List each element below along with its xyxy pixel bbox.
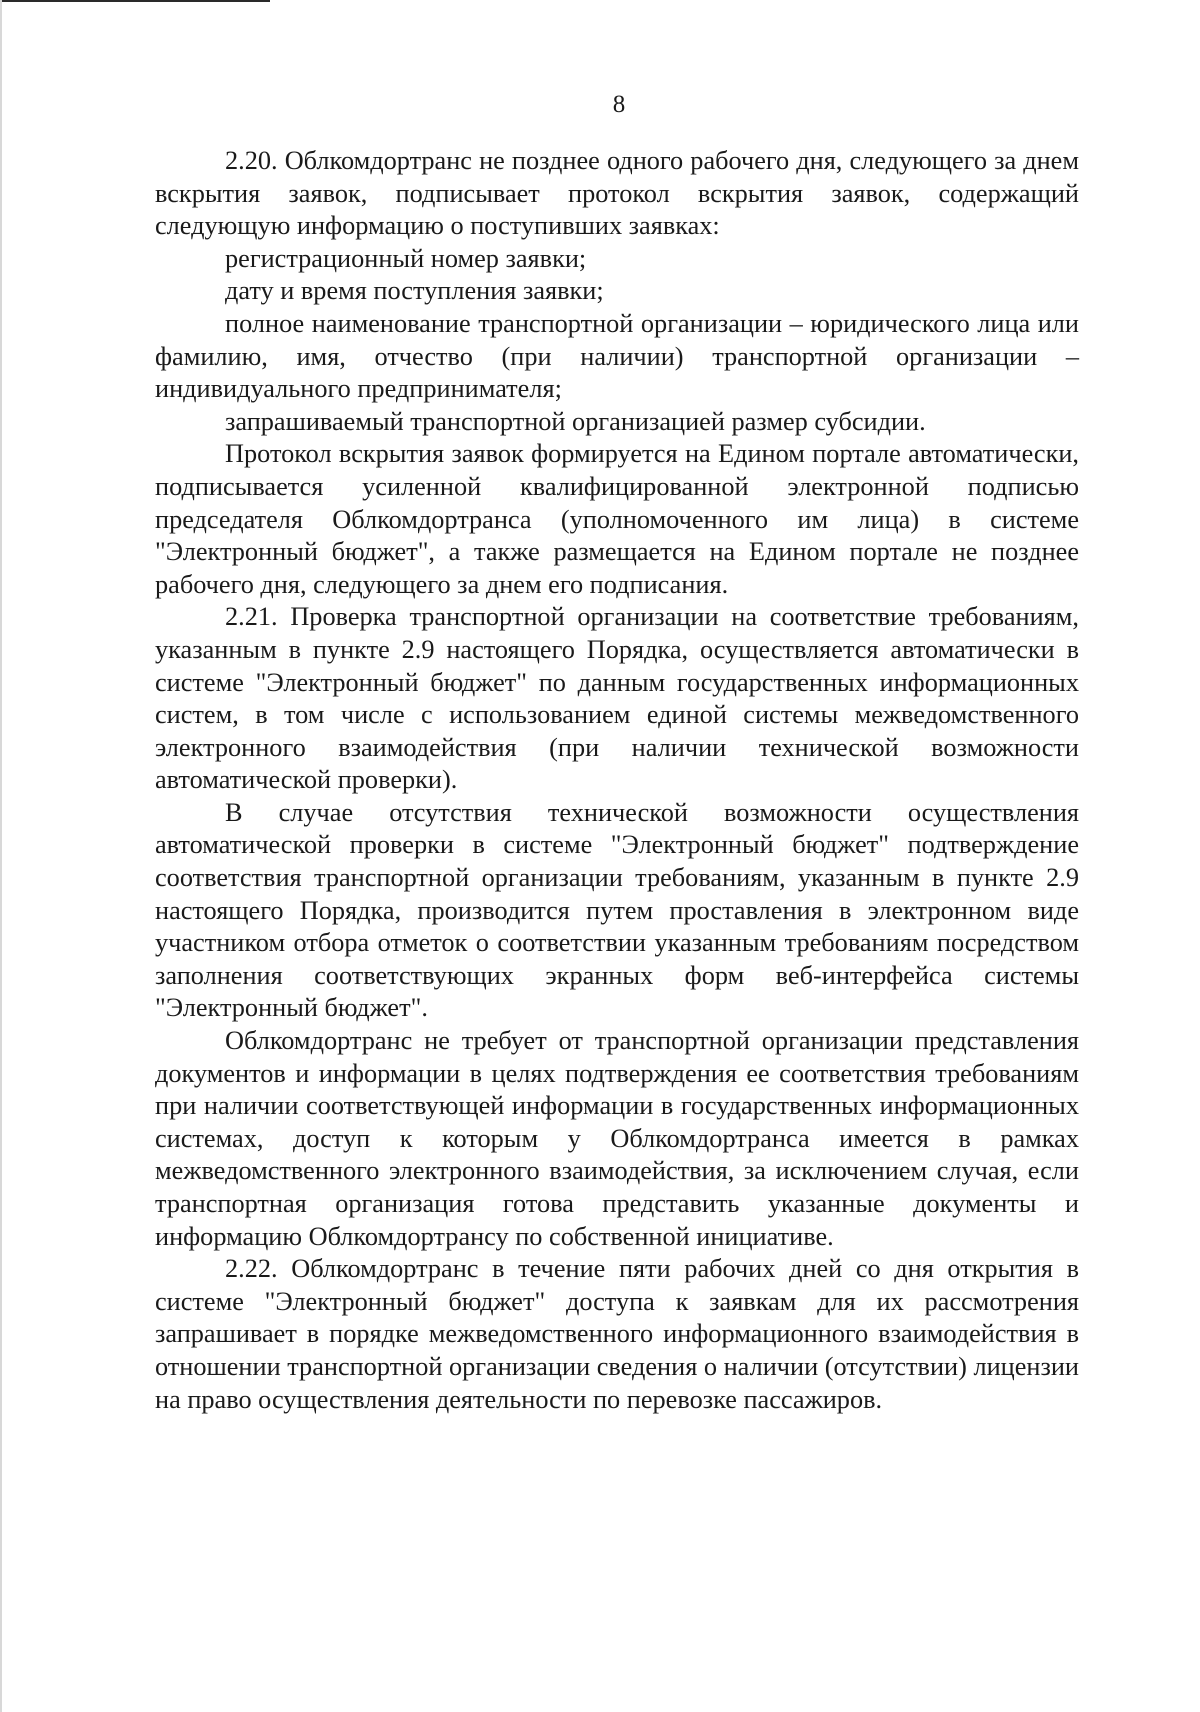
paragraph-no-documents-required: Облкомдортранс не требует от транспортной организации представления документов и информации в целях подтверждения ее соответствия требованиям при наличии соответствующей информации в государственных информационных системах, доступ к которым у Облкомдортранса имеется в рамках межведомственного электронного взаимодействия, за исключением случая, если транспортная организация готова представить указанные документы и информацию Облкомдортрансу по собственной инициативе. [155, 1026, 1079, 1251]
paragraph-2-20: 2.20. Облкомдортранс не позднее одного рабочего дня, следующего за днем вскрытия заявок, подписывает протокол вскрытия заявок, содержащий следующую информацию о поступивших заявках: [155, 146, 1079, 241]
paragraph-no-technical-possibility: В случае отсутствия технической возможности осуществления автоматической проверки в системе "Электронный бюджет" подтверждение соответствия транспортной организации требованиям, указанным в пункте 2.9 настоящего Порядка, производится путем проставления в электронном виде участником отбора отметок о соответствии указанным требованиям посредством заполнения соответствующих экранных форм веб-интерфейса системы "Электронный бюджет". [155, 797, 1079, 1023]
document-body [155, 145, 1079, 1416]
list-item-full-name: полное наименование транспортной организации – юридического лица или фамилию, имя, отчество (при наличии) транспортной организации – индивидуального предпринимателя; [155, 308, 1079, 404]
list-item-registration-number: регистрационный номер заявки; [225, 243, 587, 273]
scan-edge-top [0, 0, 270, 2]
paragraph-protocol: Протокол вскрытия заявок формируется на Едином портале автоматически, подписывается усиленной квалифицированной электронной подписью председателя Облкомдортранса (уполномоченного им лица) в системе "Электронный бюджет", а также размещается на Едином портале не позднее рабочего дня, следующего за днем его подписания. [155, 439, 1079, 599]
list-item-subsidy-amount: запрашиваемый транспортной организацией размер субсидии. [225, 406, 926, 436]
paragraph-2-22: 2.22. Облкомдортранс в течение пяти рабочих дней со дня открытия в системе "Электронный бюджет" доступа к заявкам для их рассмотрения запрашивает в порядке межведомственного информационного взаимодействия в отношении транспортной организации сведения о наличии (отсутствии) лицензии на право осуществления деятельности по перевозке пассажиров. [155, 1254, 1079, 1414]
paragraph-2-21: 2.21. Проверка транспортной организации на соответствие требованиям, указанным в пункте 2.9 настоящего Порядка, осуществляется автоматически в системе "Электронный бюджет" по данным государственных информационных систем, в том числе с использованием единой системы межведомственного электронного взаимодействия (при наличии технической возможности автоматической проверки). [155, 602, 1079, 795]
scan-edge-left [0, 0, 2, 1712]
list-item-date-time: дату и время поступления заявки; [225, 276, 604, 306]
page-number: 8 [612, 91, 626, 118]
